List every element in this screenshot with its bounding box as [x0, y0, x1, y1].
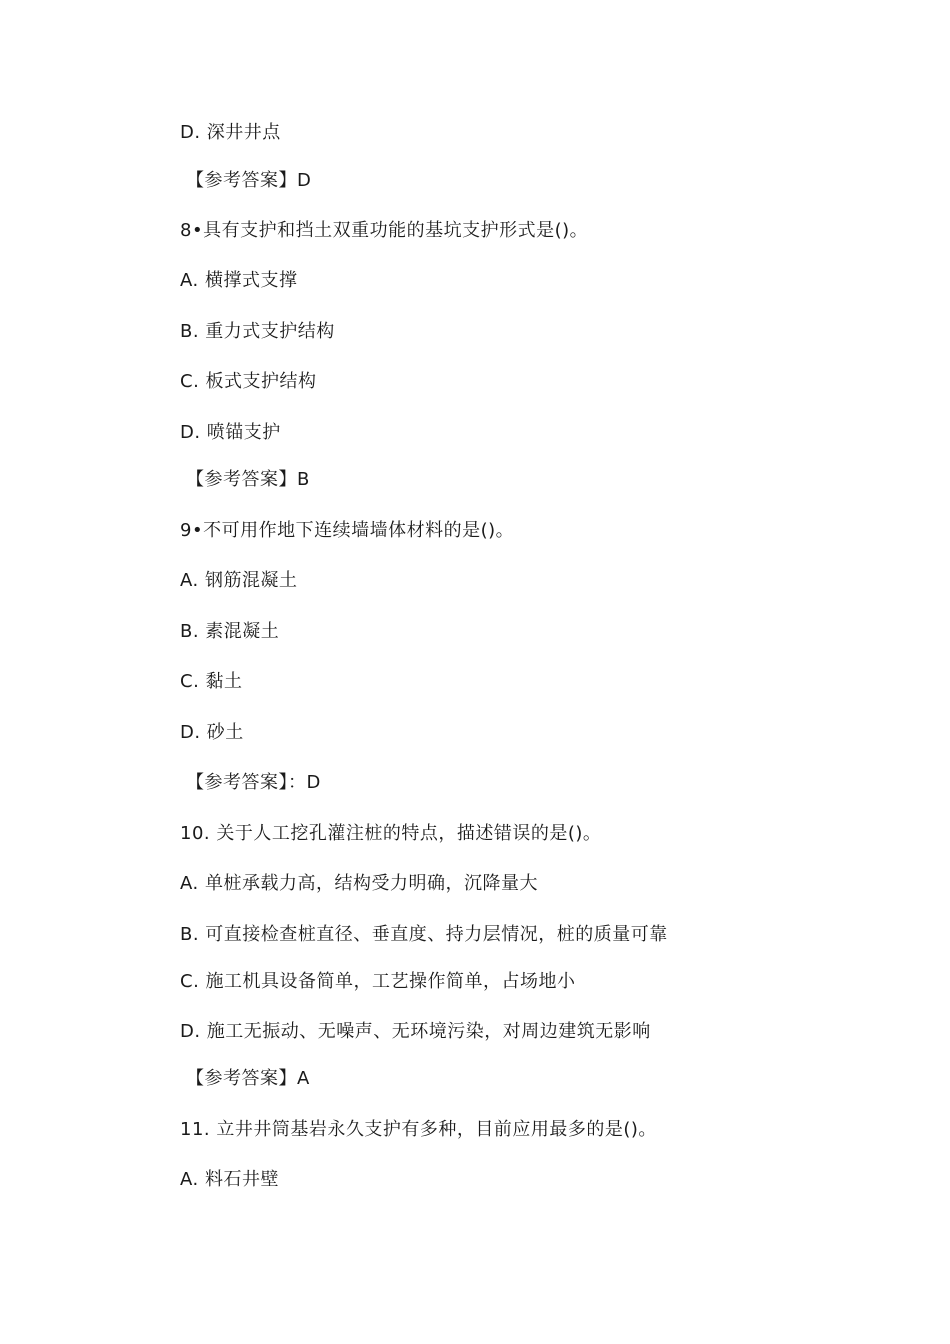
question-8: 8•具有支护和挡土双重功能的基坑支护形式是()。: [180, 220, 589, 241]
answer-q8: 【参考答案】B: [186, 469, 310, 490]
option-b-q9: B. 素混凝土: [180, 621, 280, 642]
option-a-q11: A. 料石井壁: [180, 1169, 279, 1190]
answer-q10: 【参考答案】A: [186, 1068, 310, 1089]
option-d-q8: D. 喷锚支护: [180, 422, 281, 443]
option-c-q10: C. 施工机具设备简单，工艺操作简单，占场地小: [180, 971, 576, 992]
answer-q7: 【参考答案】D: [186, 170, 312, 191]
option-d-q9: D. 砂土: [180, 722, 244, 743]
question-9: 9•不可用作地下连续墙墙体材料的是()。: [180, 520, 515, 541]
option-d-q10: D. 施工无振动、无噪声、无环境污染，对周边建筑无影响: [180, 1021, 651, 1042]
question-11: 11. 立井井筒基岩永久支护有多种，目前应用最多的是()。: [180, 1119, 657, 1140]
option-d-q7: D. 深井井点: [180, 122, 281, 143]
option-c-q9: C. 黏土: [180, 671, 243, 692]
question-10: 10. 关于人工挖孔灌注桩的特点，描述错误的是()。: [180, 823, 602, 844]
option-a-q9: A. 钢筋混凝土: [180, 570, 298, 591]
option-a-q10: A. 单桩承载力高，结构受力明确，沉降量大: [180, 873, 538, 894]
option-b-q10: B. 可直接检查桩直径、垂直度、持力层情况，桩的质量可靠: [180, 924, 668, 945]
option-c-q8: C. 板式支护结构: [180, 371, 317, 392]
option-b-q8: B. 重力式支护结构: [180, 321, 335, 342]
answer-q9: 【参考答案】：D: [186, 772, 321, 793]
option-a-q8: A. 横撑式支撑: [180, 270, 298, 291]
